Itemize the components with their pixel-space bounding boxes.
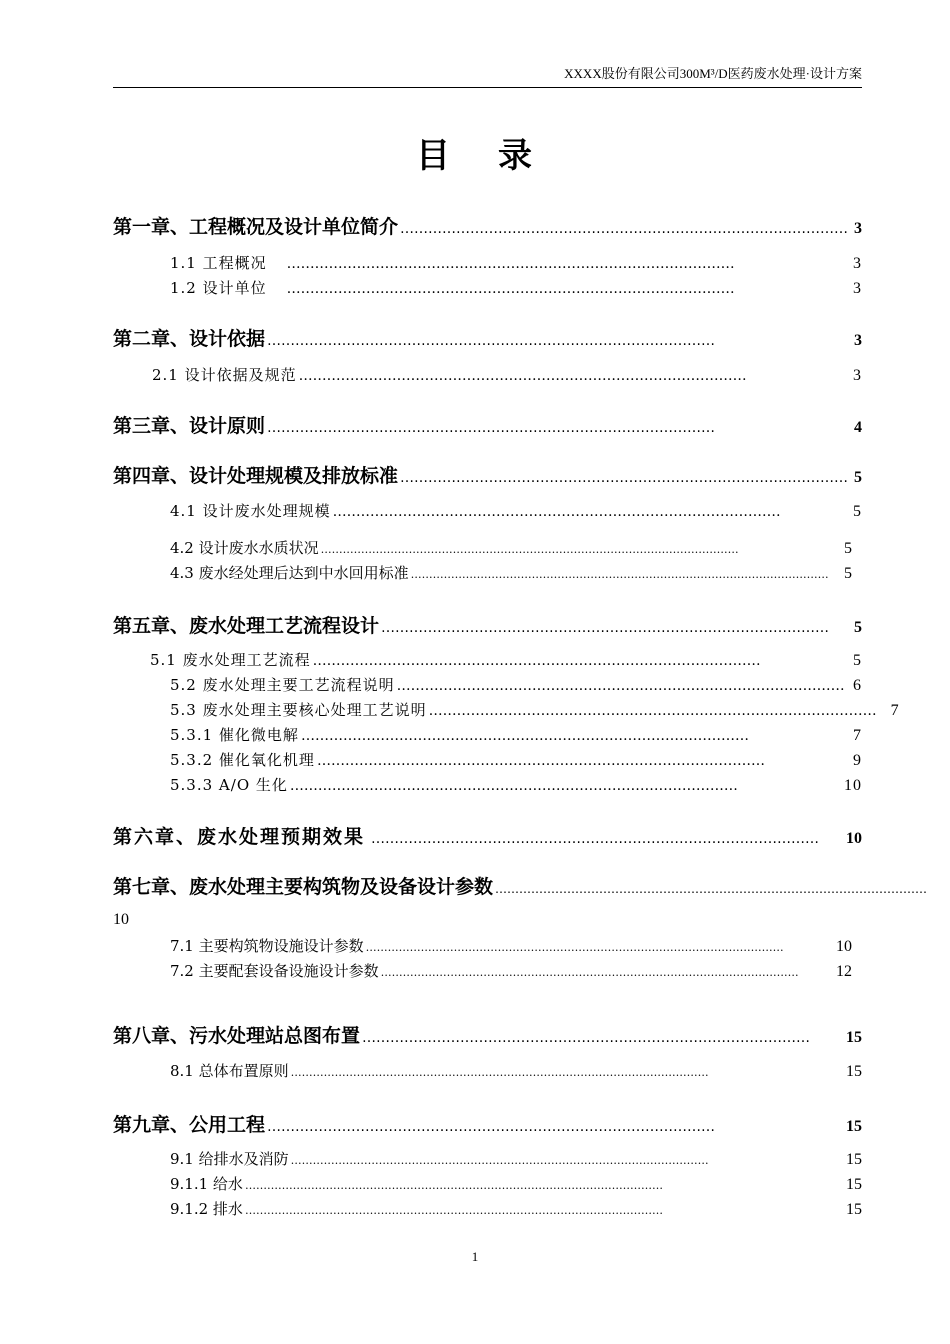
- toc-section-1-1[interactable]: [170, 252, 862, 273]
- running-header: XXXX股份有限公司300M³/D医药废水处理·设计方案: [564, 66, 862, 81]
- toc-leader-dots: ……………………………………………………………………………………: [371, 831, 820, 847]
- toc-leader-dots: ……………………………………………………………………………………………………: [380, 966, 799, 979]
- toc-entry-label: 8.1 总体布置原则: [170, 1062, 289, 1080]
- toc-entry-page: 15: [846, 1176, 862, 1193]
- toc-leader-dots: ……………………………………………………………………………………: [396, 678, 845, 694]
- toc-entry-page: 5: [854, 619, 862, 636]
- toc-entry-page: 7: [853, 727, 862, 744]
- toc-chapter-4[interactable]: [113, 461, 862, 488]
- toc-entry-page: 10: [836, 938, 852, 955]
- toc-entry-label: 9.1.2 排水: [170, 1200, 243, 1218]
- toc-entry-page: 7: [890, 702, 900, 719]
- toc-entry-page: 3: [853, 255, 862, 272]
- toc-entry-page: 9: [853, 752, 862, 769]
- toc-title-part2: 录: [498, 136, 534, 176]
- toc-entry-page: 3: [854, 220, 862, 237]
- toc-entry-page: 3: [853, 280, 862, 297]
- toc-entry-label: 1.2 设计单位: [170, 279, 267, 297]
- toc-section-5-2[interactable]: [170, 674, 862, 695]
- toc-entry-page: 5: [853, 652, 862, 669]
- toc-entry-page: 5: [854, 469, 862, 486]
- toc-section-5-3-1[interactable]: [170, 724, 862, 745]
- toc-leader-dots: ……………………………………………………………………………………………………: [244, 1204, 663, 1217]
- toc-entry-label: 第三章、设计原则: [113, 415, 266, 437]
- toc-chapter-5[interactable]: [113, 611, 862, 638]
- toc-entry-page: 15: [846, 1151, 862, 1168]
- toc-entry-label: 第六章、废水处理预期效果: [113, 826, 366, 848]
- toc-entry-label: 第四章、设计处理规模及排放标准: [113, 465, 399, 487]
- toc-leader-dots: ……………………………………………………………………………………: [267, 1119, 716, 1135]
- toc-entry-label: 第八章、污水处理站总图布置: [113, 1025, 361, 1047]
- toc-leader-dots: ……………………………………………………………………………………: [286, 256, 735, 272]
- toc-leader-dots: ……………………………………………………………………………………: [381, 620, 830, 636]
- toc-leader-dots: ……………………………………………………………………………………: [362, 1030, 811, 1046]
- toc-entry-label: 第九章、公用工程: [113, 1114, 266, 1136]
- toc-section-5-3-2[interactable]: [170, 749, 862, 770]
- toc-entry-page: 15: [846, 1201, 862, 1218]
- toc-leader-dots: ……………………………………………………………………………………: [316, 753, 765, 769]
- toc-section-4-3[interactable]: [170, 562, 852, 583]
- toc-entry-page: 10: [844, 777, 862, 794]
- toc-title-part1: 目: [416, 136, 452, 176]
- toc-entry-label: 第一章、工程概况及设计单位简介: [113, 216, 399, 238]
- toc-entry-page: 10: [846, 830, 862, 847]
- toc-leader-dots: ……………………………………………………………………………………: [300, 728, 749, 744]
- toc-entry-page: 5: [853, 503, 862, 520]
- toc-entry-page: 5: [844, 565, 852, 582]
- toc-section-7-1[interactable]: [170, 935, 852, 956]
- toc-entry-page: 15: [846, 1063, 862, 1080]
- toc-entry-label: 9.1 给排水及消防: [170, 1150, 289, 1168]
- toc-section-8-1[interactable]: [170, 1060, 862, 1081]
- toc-entry-label: 7.1 主要构筑物设施设计参数: [170, 937, 364, 955]
- toc-leader-dots: ………………………………………………………………………………………………: [495, 882, 928, 896]
- toc-leader-dots: ……………………………………………………………………………………: [312, 653, 761, 669]
- toc-leader-dots: ……………………………………………………………………………………………………: [320, 543, 739, 556]
- toc-entry-label: 5.3.2 催化氧化机理: [170, 751, 315, 769]
- toc-leader-dots: ……………………………………………………………………………………………………: [290, 1154, 709, 1167]
- toc-title: [0, 128, 950, 177]
- toc-entry-page: 3: [854, 332, 862, 349]
- toc-entry-page: 5: [844, 540, 852, 557]
- toc-leader-dots: ……………………………………………………………………………………………………: [365, 941, 784, 954]
- toc-leader-dots: ……………………………………………………………………………………: [267, 333, 716, 349]
- toc-entry-label: 第二章、设计依据: [113, 328, 266, 350]
- toc-leader-dots: ……………………………………………………………………………………: [298, 368, 747, 384]
- toc-entry-label: 1.1 工程概况: [170, 254, 267, 272]
- toc-section-2-1[interactable]: [152, 364, 862, 385]
- toc-entry-label: 4.3 废水经处理后达到中水回用标准: [170, 564, 409, 582]
- toc-entry-label: 第七章、废水处理主要构筑物及设备设计参数: [113, 876, 494, 898]
- toc-section-5-3[interactable]: [170, 699, 900, 720]
- toc-entry-page: 15: [846, 1029, 862, 1046]
- toc-leader-dots: ……………………………………………………………………………………: [400, 470, 849, 486]
- toc-chapter-6[interactable]: [113, 822, 862, 849]
- toc-section-1-2[interactable]: [170, 277, 862, 298]
- toc-section-9-1[interactable]: [170, 1148, 862, 1169]
- toc-section-5-3-3[interactable]: [170, 774, 862, 795]
- toc-leader-dots: ……………………………………………………………………………………: [289, 778, 738, 794]
- toc-entry-page: 4: [854, 419, 862, 436]
- toc-entry-page: 12: [836, 963, 852, 980]
- toc-entry-label: 2.1 设计依据及规范: [152, 366, 297, 384]
- toc-section-9-1-1[interactable]: [170, 1173, 862, 1194]
- toc-leader-dots: ……………………………………………………………………………………………………: [244, 1179, 663, 1192]
- toc-chapter-7[interactable]: [113, 872, 928, 899]
- toc-chapter-1[interactable]: [113, 212, 862, 239]
- toc-section-5-1[interactable]: [150, 649, 862, 670]
- toc-leader-dots: ……………………………………………………………………………………: [400, 221, 849, 237]
- toc-entry-label: 5.3 废水处理主要核心处理工艺说明: [170, 701, 427, 719]
- toc-chapter-9[interactable]: [113, 1110, 862, 1137]
- toc-entry-label: 9.1.1 给水: [170, 1175, 243, 1193]
- toc-entry-label: 第五章、废水处理工艺流程设计: [113, 615, 380, 637]
- toc-section-7-2[interactable]: [170, 960, 852, 981]
- toc-section-4-2[interactable]: [170, 537, 852, 558]
- toc-entry-page: 15: [846, 1118, 862, 1135]
- toc-entry-page: 3: [853, 367, 862, 384]
- toc-leader-dots: ……………………………………………………………………………………: [286, 281, 735, 297]
- toc-section-9-1-2[interactable]: [170, 1198, 862, 1219]
- toc-leader-dots: ……………………………………………………………………………………: [428, 703, 877, 719]
- toc-entry-label: 5.1 废水处理工艺流程: [150, 651, 311, 669]
- header-rule: [113, 87, 862, 88]
- page-number: 1: [471, 1249, 479, 1264]
- toc-entry-label: 7.2 主要配套设备设施设计参数: [170, 962, 379, 980]
- toc-leader-dots: ……………………………………………………………………………………………………: [410, 568, 829, 581]
- toc-chapter-8[interactable]: [113, 1021, 862, 1048]
- toc-entry-page: 10: [113, 911, 129, 928]
- toc-leader-dots: ……………………………………………………………………………………………………: [290, 1066, 709, 1079]
- toc-leader-dots: ……………………………………………………………………………………: [267, 420, 716, 436]
- toc-entry-label: 5.2 废水处理主要工艺流程说明: [170, 676, 395, 694]
- toc-entry-label: 4.1 设计废水处理规模: [170, 502, 331, 520]
- toc-leader-dots: ……………………………………………………………………………………: [332, 504, 781, 520]
- toc-entry-page: 6: [853, 677, 862, 694]
- toc-entry-label: 4.2 设计废水水质状况: [170, 539, 319, 557]
- toc-chapter-2[interactable]: [113, 324, 862, 351]
- toc-section-4-1[interactable]: [170, 500, 862, 521]
- toc-entry-label: 5.3.3 A/O 生化: [170, 776, 288, 794]
- toc-entry-label: 5.3.1 催化微电解: [170, 726, 299, 744]
- toc-chapter-3[interactable]: [113, 411, 862, 438]
